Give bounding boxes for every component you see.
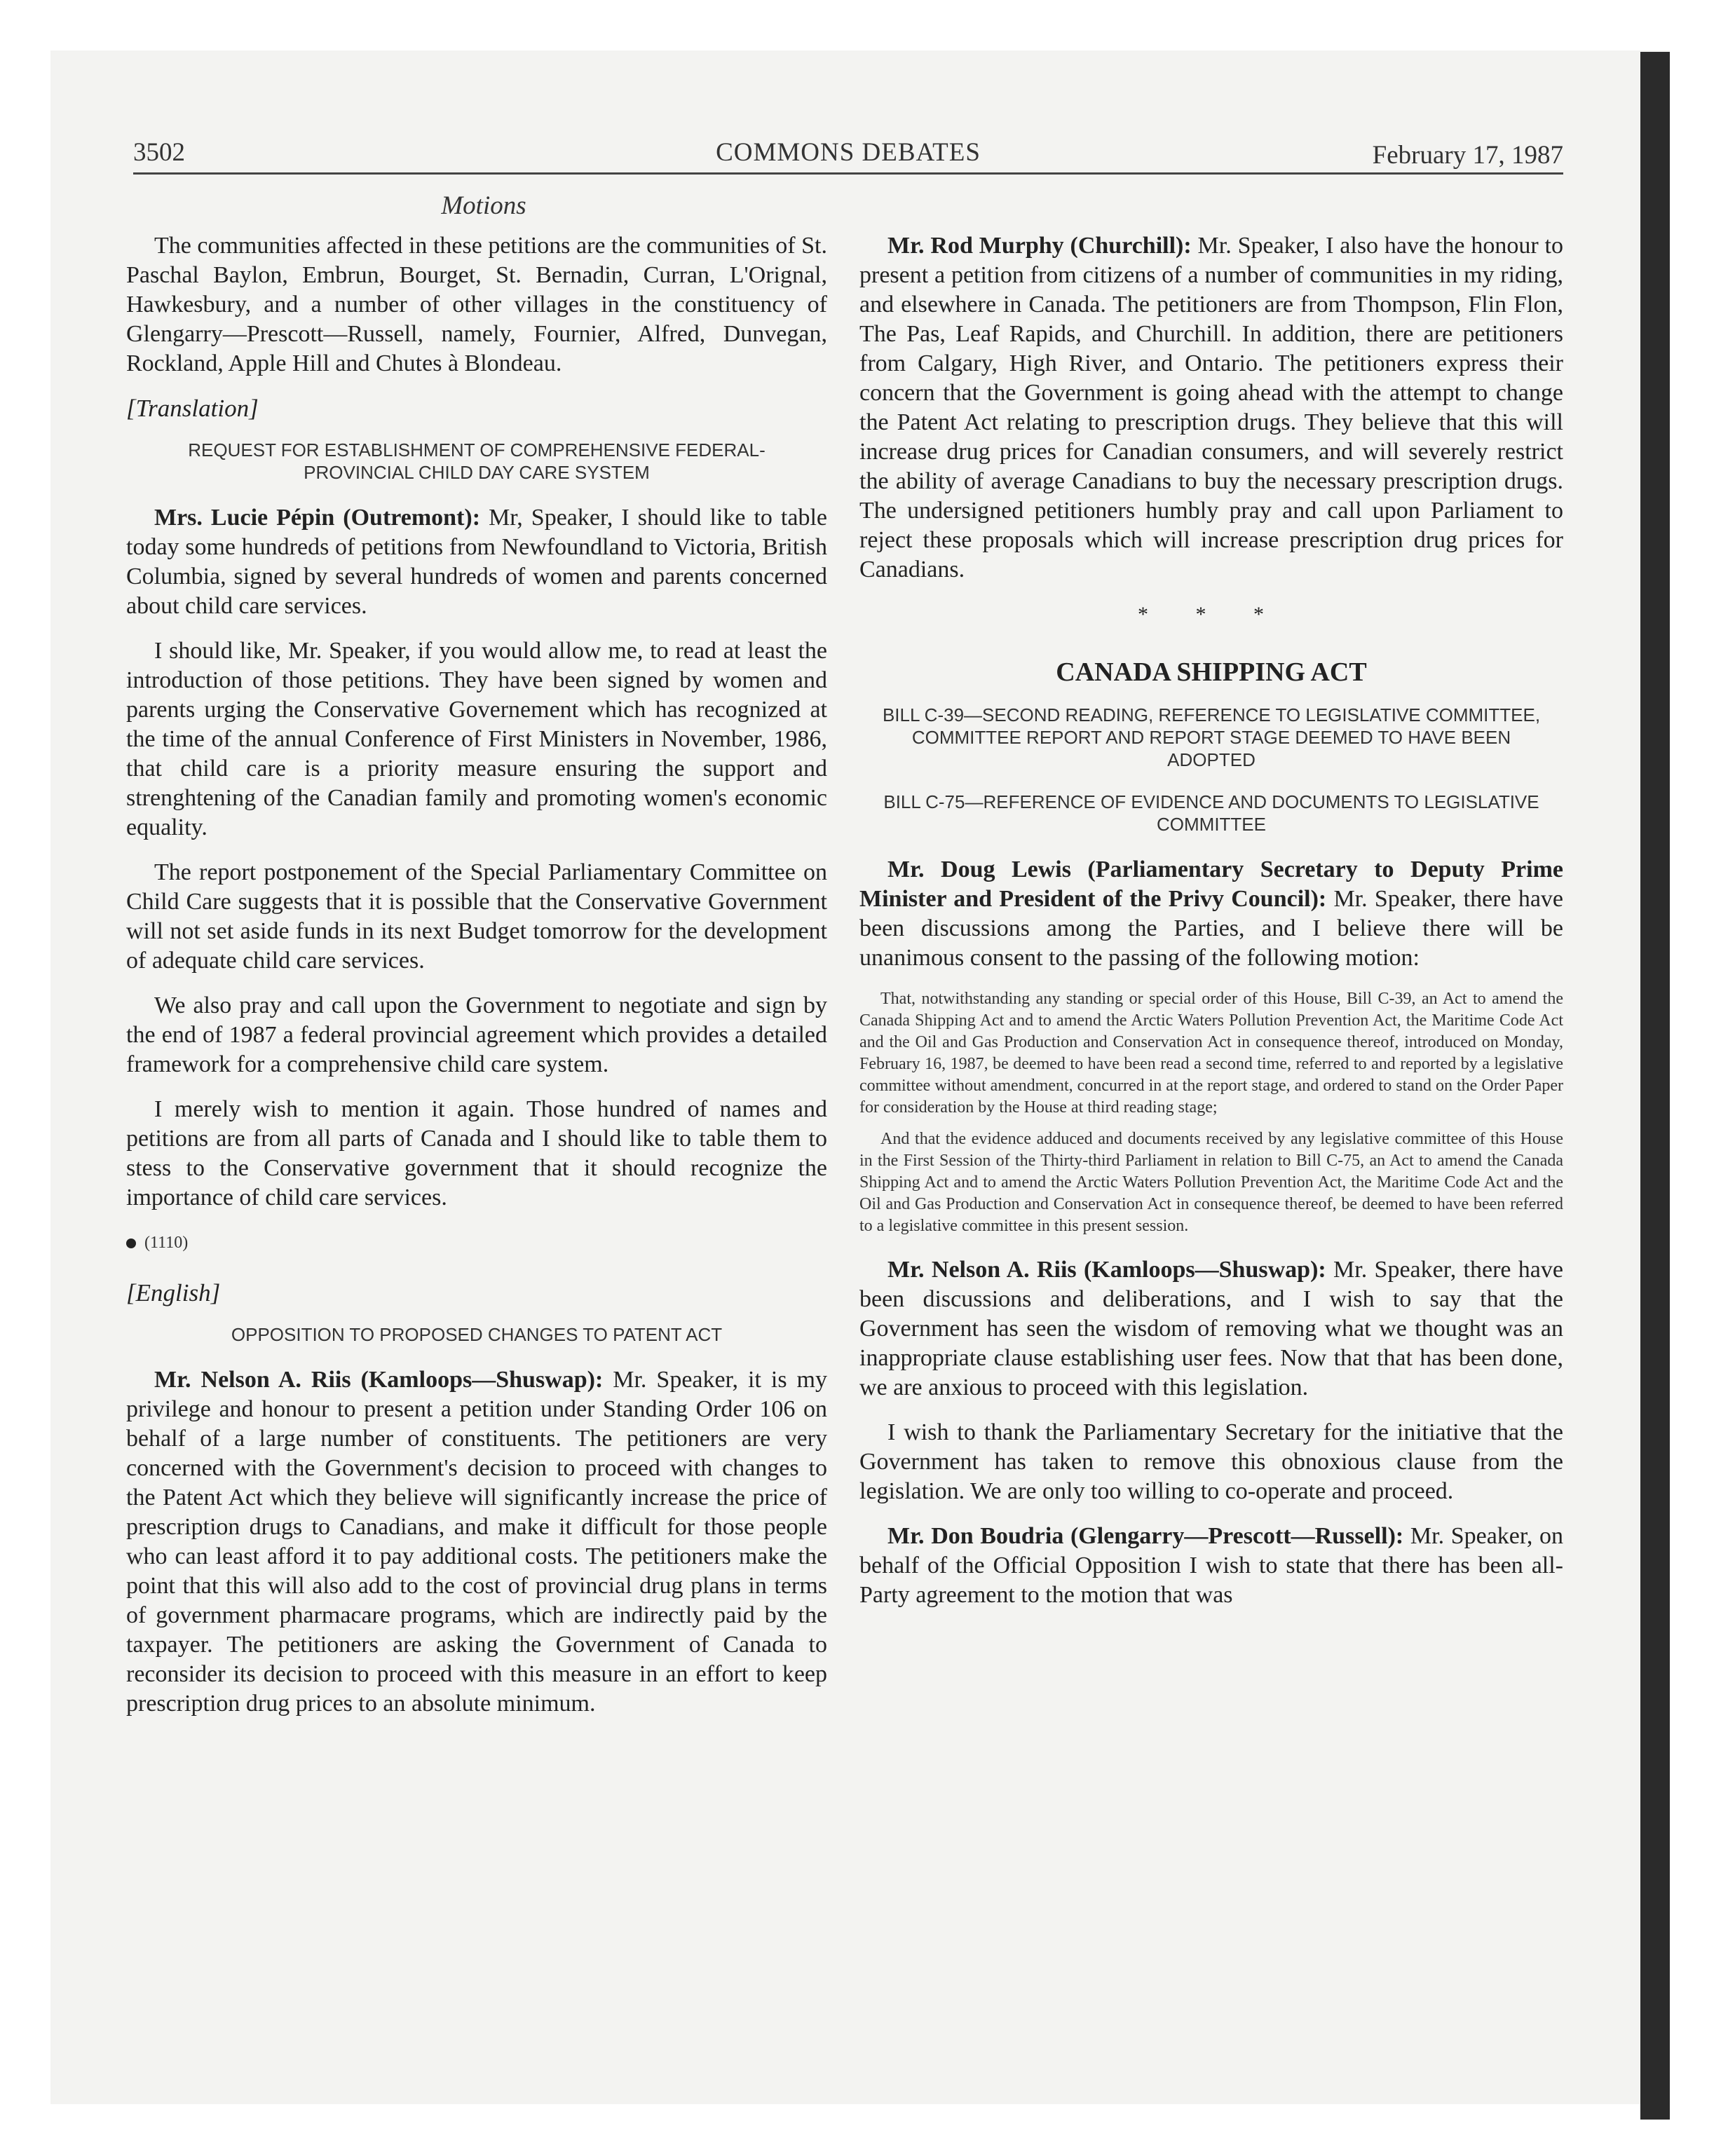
motion-text: That, notwithstanding any standing or special order of this House, Bill C-39, an Act to amend the Canada Shipping Act and to amend the Arctic Waters Pollution Prevention Act, the Maritime Code Act and the Oil and Gas Production and Conservation Act in consequence thereof, introduced on Monday, February 16, 1987, be deemed to have been read a second time, referred to and reported by a legislative committee without amendment, concurred in at the report stage, and ordered to stand on the Order Paper for consideration by the House at third reading stage; bbox=[859, 990, 1563, 1117]
speaker-name: Mr. Rod Murphy (Churchill): bbox=[887, 233, 1192, 259]
speech-text: Mr. Speaker, I also have the honour to present a petition from citizens of a number of communities in my riding, and elsewhere in Canada. The petitioners are from Thompson, Flin Flon, The Pas, Leaf Rapids, and Churchill. In addition, there are petitioners from Calgary, High River, and Ontario. The petitioners express their concern that the Government is going ahead with the attempt to change the Patent Act relating to prescription drugs. They believe that this will increase drug prices for Canadian consumers, and will severely restrict the ability of average Canadians to buy the necessary prescription drugs. The undersigned petitioners humbly pray and call upon Parliament to reject these proposals which will increase prescription drug prices for Canadians. bbox=[859, 233, 1563, 582]
publication-title: COMMONS DEBATES bbox=[716, 138, 981, 167]
speech bbox=[126, 503, 827, 621]
paragraph: I should like, Mr. Speaker, if you would allow me, to read at least the introduction of those petitions. They have been signed by women and parents urging the Conservative Governement which has recognized at the time of the annual Conference of First Ministers in November, 1986, that child care is a priority measure ensuring the support and strenghtening of the Canadian family and promoting women's economic equality. bbox=[126, 638, 827, 840]
speech bbox=[126, 1365, 827, 1719]
time-marker bbox=[126, 1228, 827, 1257]
speech-text: Mr. Speaker, it is my privilege and honour to present a petition under Standing Order 106 on behalf of a large number of constituents. The petitioners are very concerned with the Government's decision to proceed with changes to the Patent Act which they believe will significantly increase the price of prescription drugs to Canadians, and make it difficult for those people who can least afford it to pay additional costs. The petitioners make the point that this will also add to the cost of provincial drug plans in terms of government pharmacare programs, which are indirectly paid by the taxpayer. The petitioners are asking the Government of Canada to reconsider its decision to proceed with this measure in an effort to keep prescription drug prices to an absolute minimum. bbox=[126, 1367, 827, 1717]
time-marker-text: (1110) bbox=[144, 1234, 189, 1252]
scan-edge bbox=[1640, 52, 1670, 2120]
page-header bbox=[133, 137, 1563, 172]
paragraph: I wish to thank the Parliamentary Secretary for the initiative that the Government has taken to remove this obnoxious clause from the legislation. We are only too willing to co-operate and proceed. bbox=[859, 1419, 1563, 1504]
header-rule bbox=[133, 172, 1563, 175]
bill-heading: BILL C-75—REFERENCE OF EVIDENCE AND DOCUMENTS TO LEGISLATIVE COMMITTEE bbox=[883, 791, 1539, 835]
section-separator: * * * bbox=[1138, 603, 1285, 626]
speaker-name: Mr. Nelson A. Riis (Kamloops—Shuswap): bbox=[154, 1367, 604, 1393]
speech-text: Mr. Speaker, there have been discussions and deliberations, and I wish to say that the Government has seen the wisdom of removing what we thought was an inappropriate clause establishing user fees. Now that that has been done, we are anxious to proceed with this legislation. bbox=[859, 1257, 1563, 1400]
page-date: February 17, 1987 bbox=[1372, 141, 1563, 170]
bullet-icon bbox=[126, 1239, 136, 1248]
speech bbox=[859, 1255, 1563, 1403]
paragraph: The communities affected in these petitions are the communities of St. Paschal Baylon, Embrun, Bourget, St. Bernadin, Curran, L'Orignal, Hawkesbury, and a number of other villages in the constituency of Glengarry—Prescott—Russell, namely, Fournier, Alfred, Dunvegan, Rockland, Apple Hill and Chutes à Blondeau. bbox=[126, 233, 827, 376]
motion-text: And that the evidence adduced and documents received by any legislative committee of this House in the First Session of the Thirty-third Parliament in relation to Bill C-75, an Act to amend the Canada Shipping Act and to amend the Arctic Waters Pollution Prevention Act, the Maritime Code Act and the Oil and Gas Production and Conservation Act in consequence thereof, be deemed to have been referred to a legislative committee in this present session. bbox=[859, 1130, 1563, 1235]
speech-text: Mr. Speaker, there have been discussions among the Parties, and I believe there will be unanimous consent to the passing of the following motion: bbox=[859, 886, 1564, 971]
paragraph: I merely wish to mention it again. Those hundred of names and petitions are from all parts of Canada and I should like to table them to stess to the Conservative government that it should recognize the importance of child care services. bbox=[126, 1096, 827, 1210]
speech bbox=[859, 1522, 1563, 1610]
left-column bbox=[126, 231, 827, 1734]
speaker-name: Mr. Doug Lewis (Parliamentary Secretary to Deputy Prime Minister and President of the Privy Council): bbox=[859, 857, 1563, 912]
speaker-name: Mr. Nelson A. Riis (Kamloops—Shuswap): bbox=[887, 1257, 1326, 1283]
speech-text: Mr, Speaker, I should like to table today some hundreds of petitions from Newfoundland to Victoria, British Columbia, signed by several hundreds of women and parents concerned about child care services. bbox=[126, 505, 827, 619]
right-column bbox=[859, 231, 1563, 1625]
page-number: 3502 bbox=[133, 138, 185, 167]
speaker-name: Mrs. Lucie Pépin (Outremont): bbox=[154, 505, 481, 531]
speech-text: Mr. Speaker, on behalf of the Official Opposition I wish to state that there has been all-Party agreement to the motion that was bbox=[859, 1523, 1564, 1608]
language-tag: [English] bbox=[126, 1279, 221, 1306]
act-heading: CANADA SHIPPING ACT bbox=[1056, 657, 1367, 687]
speech bbox=[859, 231, 1563, 585]
speech bbox=[859, 855, 1563, 973]
subject-heading: OPPOSITION TO PROPOSED CHANGES TO PATENT ACT bbox=[231, 1324, 723, 1345]
section-title: Motions bbox=[441, 191, 526, 220]
subject-heading: REQUEST FOR ESTABLISHMENT OF COMPREHENSIVE FEDERAL-PROVINCIAL CHILD DAY CARE SYSTEM bbox=[188, 439, 766, 483]
paragraph: The report postponement of the Special Parliamentary Committee on Child Care suggests that it is possible that the Conservative Government will not set aside funds in its next Budget tomorrow for the development of adequate child care services. bbox=[126, 859, 827, 974]
bill-heading: BILL C-39—SECOND READING, REFERENCE TO LEGISLATIVE COMMITTEE, COMMITTEE REPORT AND REPORT STAGE DEEMED TO HAVE BEEN ADOPTED bbox=[882, 704, 1541, 770]
speaker-name: Mr. Don Boudria (Glengarry—Prescott—Russell): bbox=[887, 1523, 1404, 1549]
paragraph: We also pray and call upon the Government to negotiate and sign by the end of 1987 a federal provincial agreement which provides a detailed framework for a comprehensive child care system. bbox=[126, 992, 827, 1077]
language-tag: [Translation] bbox=[126, 395, 259, 422]
